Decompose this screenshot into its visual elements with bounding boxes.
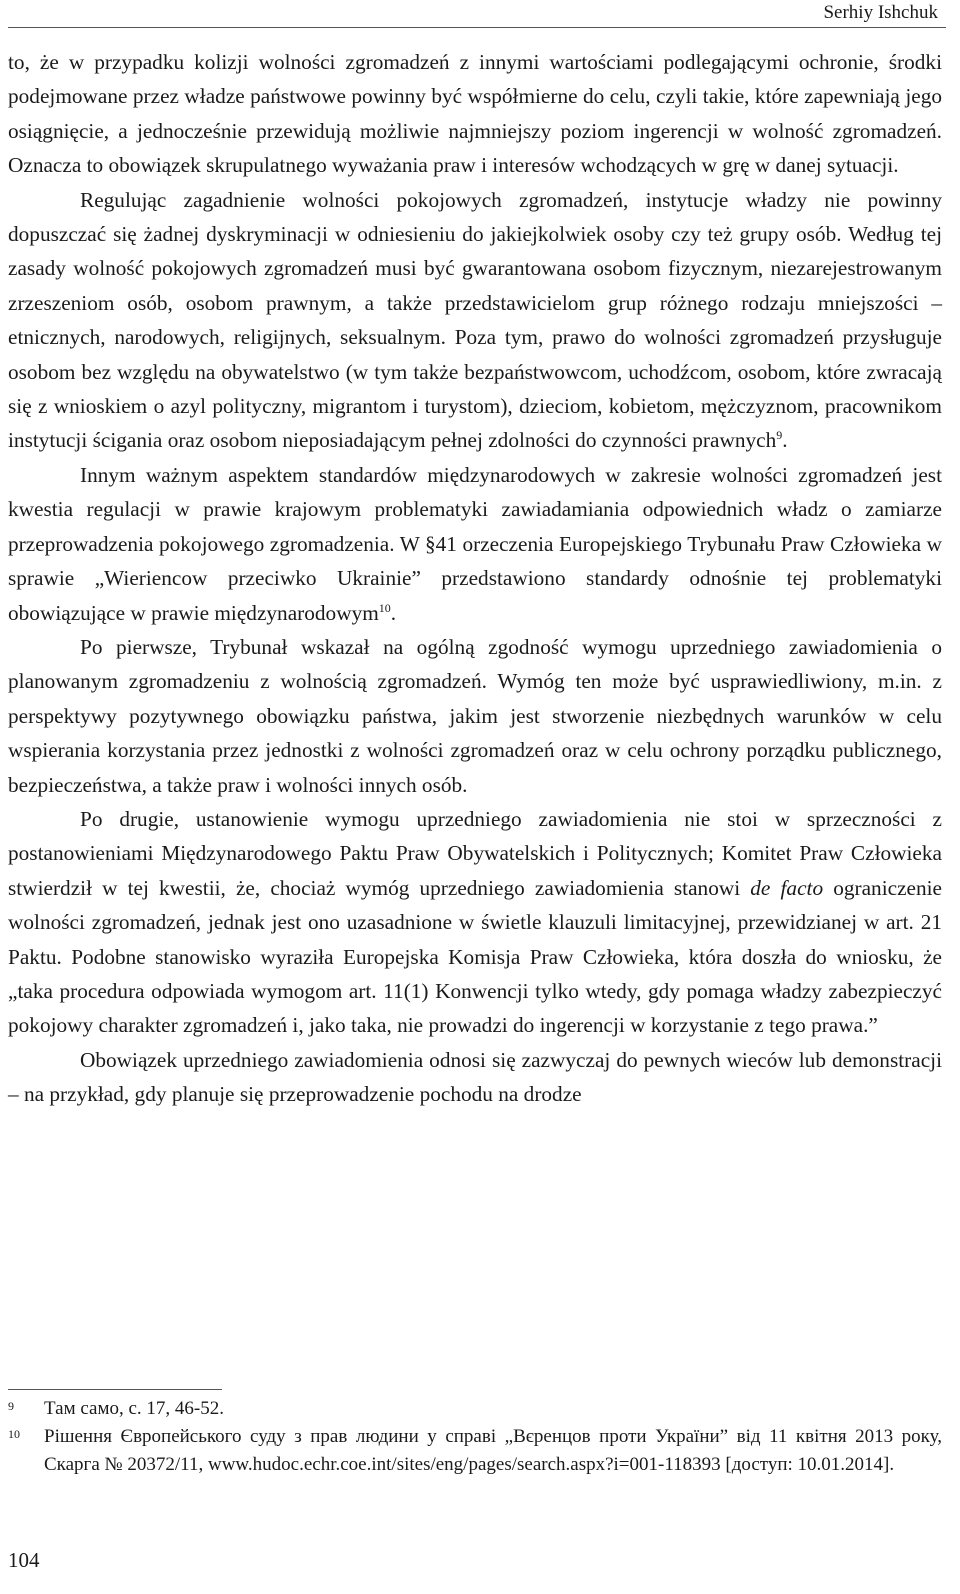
footnote-10 [8, 1423, 942, 1479]
footnote-9 [8, 1395, 942, 1423]
paragraph-4: Po pierwsze, Trybunał wskazał na ogólną zgodność wymogu uprzedniego zawiadomienia o planowanym zgromadzeniu z wolnością zgromadzeń. Wymóg ten może być usprawiedliwiony, m.in. z perspektywy pozytywnego obowiązku państwa, jakim jest stworzenie niezbędnych warunków w celu wspierania korzystania przez jednostki z wolności zgromadzeń oraz w celu ochrony porządku publicznego, bezpieczeństwa, a także praw i wolności innych osób. [8, 634, 942, 797]
paragraph-5-italic: de facto [750, 875, 824, 900]
footnote-ref-10: 10 [378, 600, 391, 615]
header-divider [8, 27, 946, 28]
footnote-ref-9: 9 [776, 428, 783, 443]
paragraph-6: Obowiązek uprzedniego zawiadomienia odnosi się zazwyczaj do pewnych wieców lub demonstracji – na przykład, gdy planuje się przeprowadzenie pochodu na drodze [8, 1047, 942, 1107]
running-header-author: Serhiy Ishchuk [823, 2, 938, 23]
paragraph-3-text: Innym ważnym aspektem standardów międzynarodowych w zakresie wolności zgromadzeń jest kwestia regulacji w prawie krajowym problematyki zawiadamiania odpowiednich władz o zamiarze przeprowadzenia pokojowego zgromadzenia. W §41 orzeczenia Europejskiego Trybunału Praw Człowieka w sprawie „Wieriencow przeciwko Ukrainie” przedstawiono standardy odnośnie tej problematyki obowiązujące w prawie międzynarodowym [8, 462, 942, 625]
footnote-text: Там само, с. 17, 46-52. [44, 1398, 224, 1419]
paragraph-5 [8, 802, 942, 1043]
paragraph-2 [8, 183, 942, 458]
main-text [8, 45, 942, 1112]
paragraph-3-end: . [390, 600, 397, 625]
paragraph-2-text: Regulując zagadnienie wolności pokojowych zgromadzeń, instytucje władzy nie powinny dopuszczać się żadnej dyskryminacji w odniesieniu do jakiejkolwiek osoby czy też grupy osób. Według tej zasady wolność pokojowych zgromadzeń musi być gwarantowana osobom fizycznym, niezarejestrowanym zrzeszeniom osób, osobom prawnym, a także przedstawicielom grup różnego rodzaju mniejszości – etnicznych, narodowych, religijnych, seksualnym. Poza tym, prawo do wolności zgromadzeń przysługuje osobom bez względu na obywatelstwo (w tym także bezpaństwowcom, uchodźcom, osobom, które zwracają się z wnioskiem o azyl polityczny, migrantom i turystom), dzieciom, kobietom, mężczyznom, pracownikom instytucji ścigania oraz osobom nieposiadającym pełnej zdolności do czynności prawnych [8, 187, 942, 453]
paragraph-1: to, że w przypadku kolizji wolności zgromadzeń z innymi wartościami podlegającymi ochronie, środki podejmowane przez władze państwowe powinny być współmierne do celu, czyli takie, które zapewniają jego osiągnięcie, a jednocześnie przewidują możliwie najmniejszy poziom ingerencji w wolność zgromadzeń. Oznacza to obowiązek skrupulatnego wyważania praw i interesów wchodzących w grę w danej sytuacji. [8, 50, 942, 178]
paragraph-2-end: . [782, 428, 788, 453]
page-number: 104 [8, 1548, 40, 1572]
footnote-text: Рішення Європейського суду з прав людини у справі „Вєренцов проти України” від 11 квітня 2013 року, Скарга № 20372/11, www.hudoc.echr.coe.int/sites/eng/pages/search.aspx?i=001-118393 [доступ: 10.01.2014]. [44, 1426, 942, 1475]
footnote-divider [8, 1389, 222, 1390]
footnote-number: 9 [8, 1399, 14, 1413]
paragraph-5-text-a: Po drugie, ustanowienie wymogu uprzedniego zawiadomienia nie stoi w sprzeczności z postanowieniami Międzynarodowego Paktu Praw Obywatelskich i Politycznych; Komitet Praw Człowieka stwierdził w tej kwestii, że, chociaż wymóg uprzedniego zawiadomienia stanowi [8, 806, 942, 900]
footnote-number: 10 [8, 1427, 20, 1441]
footnotes [8, 1395, 942, 1479]
paragraph-5-text-b: ograniczenie wolności zgromadzeń, jednak jest ono uzasadnione w świetle klauzuli limitacyjnej, przewidzianej w art. 21 Paktu. Podobne stanowisko wyraziła Europejska Komisja Praw Człowieka, która doszła do wniosku, że „taka procedura odpowiada wymogom art. 11(1) Konwencji tylko wtedy, gdy pomaga władzy zabezpieczyć pokojowy charakter zgromadzeń i, jako taka, nie prowadzi do ingerencji w korzystanie z tego prawa.” [8, 875, 942, 1038]
paragraph-3 [8, 458, 942, 630]
